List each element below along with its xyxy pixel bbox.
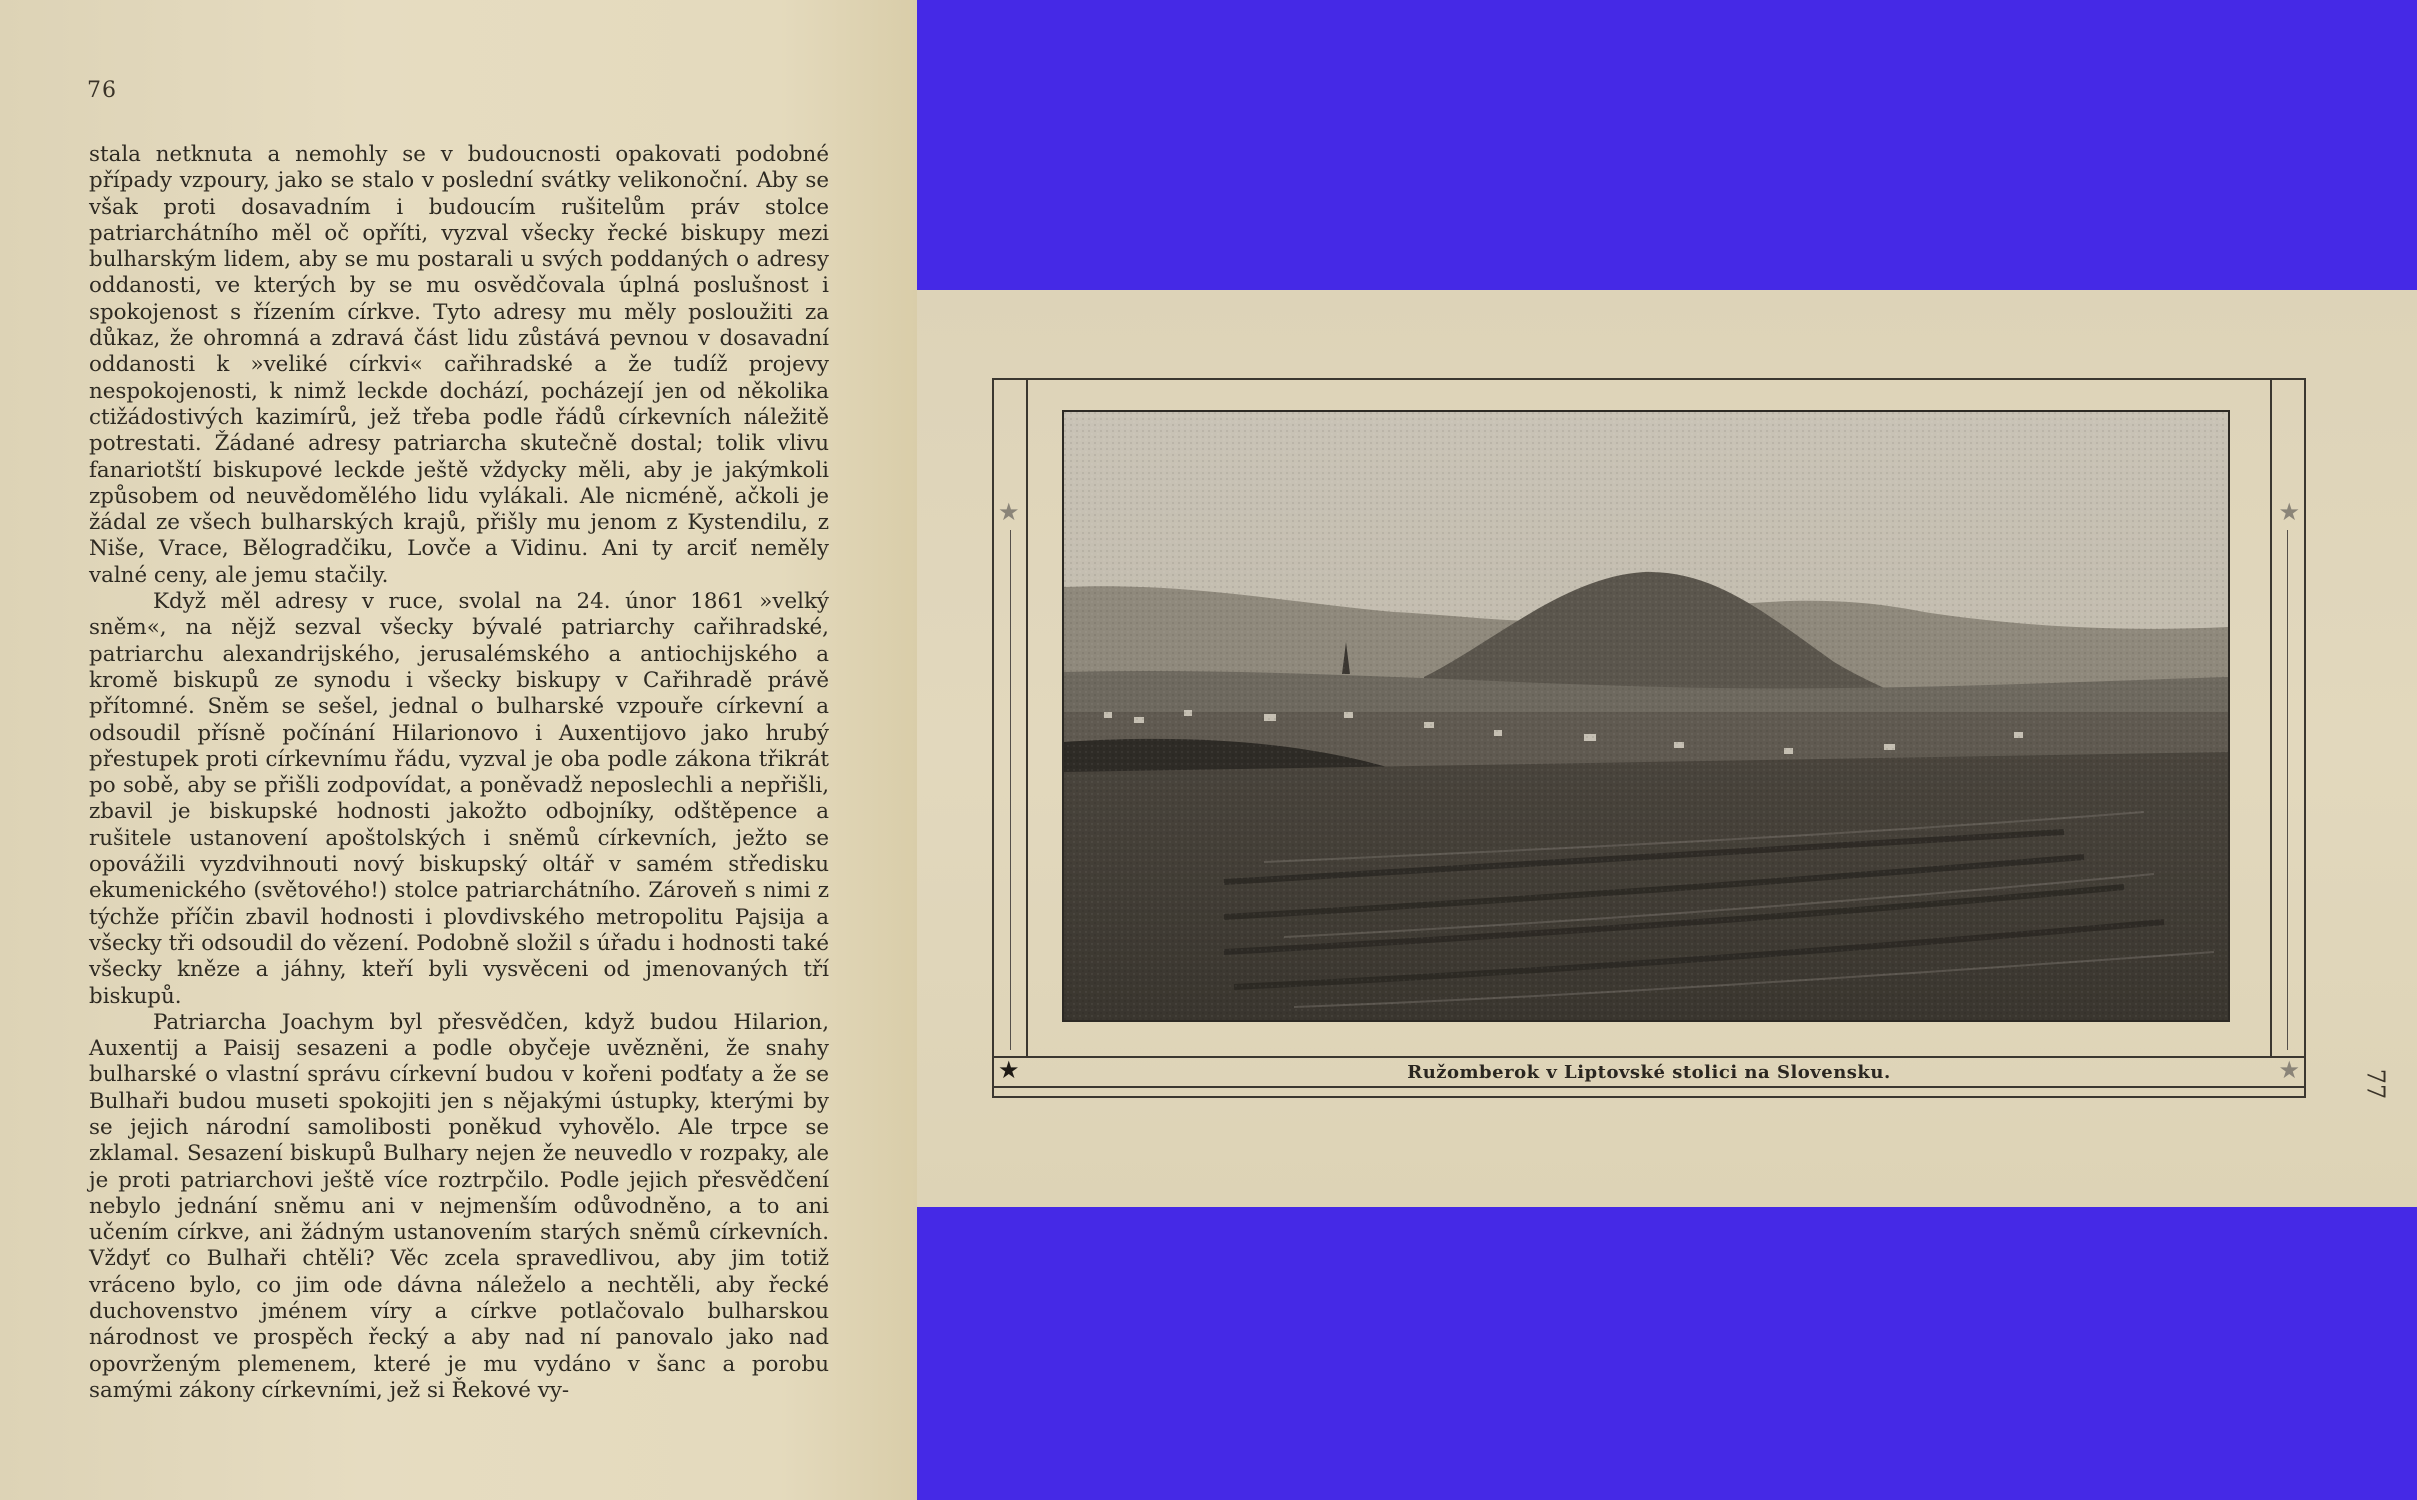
paragraph-3: Patriarcha Joachym byl přesvědčen, když budou Hilarion, Auxentij a Paisij sesazeni a podle obyčeje uvězněni, že snahy bulharské o vlastní správu církevní budou v kořeni podťaty a že se Bulhaři budou museti spokojiti jen s nějakými ústupky, kterými by se jejich národní samolibosti poněkud vyhovělo. Ale trpce se zklamal. Sesazení biskupů Bulhary nejen že neuvedlo v rozpaky, ale je proti patriarchovi ještě více roztrpčilo. Podle jejich přesvědčení nebylo jednání sněmu ani v nejmenším odůvodněno, a to ani učením církve, ani žádným ustanovením starých sněmů církevních. Vždyť co Bulhaři chtěli? Věc zcela spravedlivou, aby jim totiž vráceno bylo, co jim ode dávna náleželo a nechtěli, aby řecké duchovenstvo jménem víry a církve potlačovalo bulharskou národnost ve prospěch řecký a aby nad ní panovalo jako nad opovrženým plemenem, které je mu vydáno v šanc a porobu samými zákony církevními, jež si Řekové vy- <box>89 1009 829 1403</box>
blue-background-top <box>917 0 2417 290</box>
frame-line <box>2287 530 2288 1050</box>
star-ornament-icon: ★ <box>2278 498 2300 526</box>
landscape-photo-drawing <box>1064 412 2228 1020</box>
frame-line <box>994 1056 2304 1058</box>
left-book-page <box>0 0 917 1500</box>
photo-caption: Ružomberok v Liptovské stolici na Slovensku. <box>1407 1062 1891 1083</box>
right-book-page <box>917 290 2417 1207</box>
paragraph-2: Když měl adresy v ruce, svolal na 24. únor 1861 »velký sněm«, na nějž sezval všecky bývalé patriarchy cařihradské, patriarchu alexandrijského, jerusalémského a antiochijského a kromě biskupů ze synodu i všecky biskupy v Cařihradě právě přítomné. Sněm se sešel, jednal o bulharské vzpouře církevní a odsoudil přísně počínání Hilarionovo i Auxentijovo jako hrubý přestupek proti církevnímu řádu, vyzval je oba podle zákona třikrát po sobě, aby se přišli zodpovídat, a poněvadž neposlechli a nepřišli, zbavil je biskupské hodnosti jakožto odbojníky, odštěpence a rušitele ustanovení apoštolských i sněmů církevních, ježto se opovážili vyzdvihnouti nový biskupský oltář v samém středisku ekumenického (světového!) stolce patriarchátního. Zároveň s nimi z týchže příčin zbavil hodnosti i plovdivského metropolitu Pajsija a všecky tři odsoudil do vězení. Podobně složil s úřadu i hodnosti také všecky kněze a jáhny, kteří byli vysvěceni od jmenovaných tří biskupů. <box>89 589 829 1009</box>
page-number-right: 77 <box>2361 1068 2390 1100</box>
star-ornament-icon: ★ <box>998 498 1020 526</box>
star-ornament-icon: ★ <box>2278 1056 2300 1084</box>
blue-background-bottom <box>917 1207 2417 1500</box>
page-number-left: 76 <box>87 78 117 103</box>
frame-line <box>1010 530 1011 1050</box>
frame-line <box>994 1086 2304 1088</box>
frame-line <box>1026 380 1028 1058</box>
frame-line <box>2270 380 2272 1058</box>
star-ornament-icon: ★ <box>998 1056 1020 1084</box>
landscape-photo <box>1062 410 2230 1022</box>
paragraph-1: stala netknuta a nemohly se v budoucnosti opakovati podobné případy vzpoury, jako se stalo v poslední svátky velikonoční. Aby se však proti dosavadním i budoucím rušitelům práv stolce patriarchátního měl oč opříti, vyzval všecky řecké biskupy mezi bulharským lidem, aby se mu postarali u svých poddaných o adresy oddanosti, ve kterých by se mu osvědčovala úplná poslušnost i spokojenost s řízením církve. Tyto adresy mu měly posloužiti za důkaz, že ohromná a zdravá část lidu zůstává pevnou v dosavadní oddanosti k »veliké církvi« cařihradské a že tudíž projevy nespokojenosti, k nimž leckde dochází, pocházejí jen od několika ctižádostivých kazimírů, jež třeba podle řádů církevních náležitě potrestati. Žádané adresy patriarcha skutečně dostal; tolik vlivu fanariotští biskupové leckde ještě vždycky měli, aby je jakýmkoli způsobem od neuvědomělého lidu vylákali. Ale nicméně, ačkoli je žádal ze všech bulharských krajů, přišly mu jenom z Kystendilu, z Niše, Vrace, Bělogradčiku, Lovče a Vidinu. Ani ty arciť neměly valné ceny, ale jemu stačily. <box>89 142 829 588</box>
page-text-body <box>89 142 829 1404</box>
illustration-frame <box>992 378 2306 1098</box>
